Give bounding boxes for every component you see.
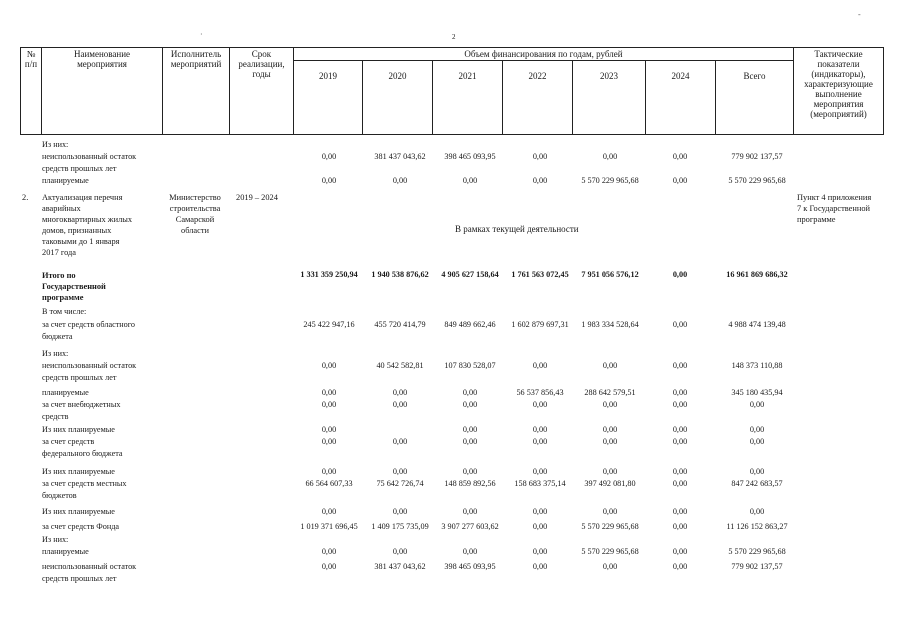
row-value: 779 902 137,57 — [731, 152, 783, 161]
row-value: 0,00 — [602, 507, 618, 516]
header-year: 2021 — [433, 61, 503, 135]
row-value: 0,00 — [321, 400, 337, 409]
row-label: неиспользованный остаток — [42, 562, 137, 571]
row-label: В том числе: — [42, 307, 87, 316]
table-row — [0, 163, 905, 175]
row-value: 148 373 110,88 — [731, 361, 783, 370]
row-value: 0,00 — [321, 388, 337, 397]
row-value: 1 409 175 735,09 — [371, 522, 429, 531]
row-value: 3 907 277 603,62 — [441, 522, 499, 531]
row-label: бюджета — [42, 332, 73, 341]
row-value: 847 242 683,57 — [731, 479, 783, 488]
header-year: 2022 — [503, 61, 573, 135]
row-value: 398 465 093,95 — [444, 152, 496, 161]
row-value: 0,00 — [749, 437, 765, 446]
table-row — [0, 151, 905, 163]
item2-financing-note: В рамках текущей деятельности — [455, 224, 579, 234]
row-value: 0,00 — [532, 400, 548, 409]
total-value: 1 761 563 072,45 — [511, 270, 569, 279]
row-value: 0,00 — [532, 176, 548, 185]
row-value: 0,00 — [602, 361, 618, 370]
row-label: планируемые — [42, 176, 89, 185]
table-row — [0, 175, 905, 187]
row-label: Из них: — [42, 349, 69, 358]
table-row — [0, 448, 905, 460]
row-value: 0,00 — [392, 176, 408, 185]
row-value: 0,00 — [532, 152, 548, 161]
row-value: 5 570 229 965,68 — [728, 176, 786, 185]
row-value: 1 019 371 696,45 — [300, 522, 358, 531]
table-row — [0, 306, 905, 318]
row-value: 0,00 — [672, 507, 688, 516]
table-row — [0, 521, 905, 533]
header-year: 2024 — [646, 61, 716, 135]
row-value: 0,00 — [392, 437, 408, 446]
row-label: неиспользованный остаток — [42, 152, 137, 161]
header-year: 2020 — [363, 61, 433, 135]
table-row — [0, 319, 905, 331]
row-value: 148 859 892,56 — [444, 479, 496, 488]
header-year: 2023 — [573, 61, 646, 135]
row-value: 0,00 — [672, 522, 688, 531]
row-value: 0,00 — [532, 522, 548, 531]
total-label: Итого по Государственной программе — [42, 271, 106, 302]
row-value: 0,00 — [462, 437, 478, 446]
total-value: 16 961 869 686,32 — [726, 270, 788, 279]
table-row — [0, 399, 905, 411]
row-value: 0,00 — [321, 425, 337, 434]
header-indicators: Тактические показатели (индикаторы), характеризующие выполнение мероприятия (мероприятий) — [794, 48, 884, 135]
header-year: 2019 — [294, 61, 363, 135]
table-row — [0, 478, 905, 490]
page-number: 2 — [452, 33, 456, 41]
row-label: неиспользованный остаток — [42, 361, 137, 370]
total-value: 1 331 359 250,94 — [300, 270, 358, 279]
row-label: за счет средств местных — [42, 479, 127, 488]
row-label: Из них: — [42, 535, 69, 544]
row-value: 0,00 — [462, 507, 478, 516]
row-value: 0,00 — [672, 467, 688, 476]
row-value: 0,00 — [672, 320, 688, 329]
row-value: 0,00 — [672, 400, 688, 409]
row-value: 288 642 579,51 — [584, 388, 636, 397]
row-value: 0,00 — [532, 467, 548, 476]
item2-term: 2019 – 2024 — [236, 193, 278, 202]
row-value: 0,00 — [462, 425, 478, 434]
row-value: 66 564 607,33 — [305, 479, 353, 488]
row-value: 0,00 — [749, 507, 765, 516]
table-row — [0, 573, 905, 585]
row-value: 0,00 — [532, 437, 548, 446]
total-value: 1 940 538 876,62 — [371, 270, 429, 279]
row-value: 345 180 435,94 — [731, 388, 783, 397]
row-value: 75 642 726,74 — [376, 479, 424, 488]
row-value: 0,00 — [462, 388, 478, 397]
row-value: 0,00 — [462, 467, 478, 476]
row-label: Из них: — [42, 140, 69, 149]
row-value: 4 988 474 139,48 — [728, 320, 786, 329]
row-value: 849 489 662,46 — [444, 320, 496, 329]
header-name: Наименование мероприятия — [42, 48, 163, 135]
row-value: 0,00 — [532, 361, 548, 370]
row-label: Из них планируемые — [42, 467, 115, 476]
scan-speck: · — [200, 30, 203, 39]
row-label: федерального бюджета — [42, 449, 123, 458]
row-label: средств прошлых лет — [42, 574, 117, 583]
item2-number: 2. — [22, 193, 29, 202]
row-value: 0,00 — [321, 152, 337, 161]
row-value: 0,00 — [672, 388, 688, 397]
row-value: 0,00 — [321, 467, 337, 476]
row-label: за счет средств областного — [42, 320, 136, 329]
row-value: 5 570 229 965,68 — [581, 176, 639, 185]
row-value: 158 683 375,14 — [514, 479, 566, 488]
scan-speck: - — [858, 10, 861, 19]
row-value: 0,00 — [672, 176, 688, 185]
table-row — [0, 534, 905, 546]
row-value: 0,00 — [392, 467, 408, 476]
row-label: за счет средств — [42, 437, 95, 446]
row-value: 0,00 — [602, 400, 618, 409]
row-value: 1 602 879 697,31 — [511, 320, 569, 329]
row-value: 0,00 — [672, 361, 688, 370]
row-value: 0,00 — [672, 425, 688, 434]
row-label: средств прошлых лет — [42, 164, 117, 173]
table-row — [0, 466, 905, 478]
row-value: 0,00 — [321, 562, 337, 571]
row-value: 0,00 — [602, 437, 618, 446]
row-value: 779 902 137,57 — [731, 562, 783, 571]
row-value: 0,00 — [462, 176, 478, 185]
row-value: 0,00 — [672, 562, 688, 571]
row-label: Из них планируемые — [42, 425, 115, 434]
row-value: 0,00 — [672, 547, 688, 556]
row-value: 11 126 152 863,27 — [726, 522, 788, 531]
row-label: бюджетов — [42, 491, 77, 500]
table-row — [0, 424, 905, 436]
row-value: 0,00 — [532, 562, 548, 571]
row-value: 398 465 093,95 — [444, 562, 496, 571]
row-value: 0,00 — [602, 152, 618, 161]
row-value: 0,00 — [672, 437, 688, 446]
row-value: 0,00 — [321, 361, 337, 370]
row-value: 245 422 947,16 — [303, 320, 355, 329]
header-executor: Исполнитель мероприятий — [163, 48, 230, 135]
table-header — [20, 47, 884, 135]
total-value: 0,00 — [672, 270, 688, 279]
row-label: средств прошлых лет — [42, 373, 117, 382]
table-row — [0, 561, 905, 573]
row-value: 381 437 043,62 — [374, 562, 426, 571]
row-value: 0,00 — [672, 152, 688, 161]
row-value: 0,00 — [392, 388, 408, 397]
item2-executor: Министерство строительства Самарской области — [169, 193, 221, 235]
row-label: за счет средств Фонда — [42, 522, 120, 531]
row-value: 0,00 — [462, 400, 478, 409]
row-value: 0,00 — [462, 547, 478, 556]
row-label: планируемые — [42, 388, 89, 397]
row-value: 455 720 414,79 — [374, 320, 426, 329]
row-value: 0,00 — [532, 425, 548, 434]
table-row — [0, 387, 905, 399]
table-row — [0, 506, 905, 518]
table-row — [0, 436, 905, 448]
row-value: 0,00 — [602, 425, 618, 434]
table-row — [0, 348, 905, 360]
header-term: Срок реализации, годы — [230, 48, 294, 135]
row-label: Из них планируемые — [42, 507, 115, 516]
row-value: 0,00 — [749, 400, 765, 409]
row-value: 40 542 582,81 — [376, 361, 424, 370]
row-value: 0,00 — [749, 467, 765, 476]
row-label: планируемые — [42, 547, 89, 556]
row-value: 5 570 229 965,68 — [728, 547, 786, 556]
table-row — [0, 411, 905, 423]
row-value: 5 570 229 965,68 — [581, 547, 639, 556]
row-value: 1 983 334 528,64 — [581, 320, 639, 329]
row-value: 381 437 043,62 — [374, 152, 426, 161]
table-row — [0, 139, 905, 151]
row-value: 56 537 856,43 — [516, 388, 564, 397]
item2-indicator: Пункт 4 приложения 7 к Государственной программе — [797, 193, 872, 224]
row-value: 5 570 229 965,68 — [581, 522, 639, 531]
table-row — [0, 331, 905, 343]
row-value: 0,00 — [602, 562, 618, 571]
table-row — [0, 372, 905, 384]
row-value: 0,00 — [532, 547, 548, 556]
row-value: 0,00 — [392, 400, 408, 409]
total-value: 4 905 627 158,64 — [441, 270, 499, 279]
table-row — [0, 546, 905, 558]
row-value: 0,00 — [749, 425, 765, 434]
row-value: 0,00 — [321, 437, 337, 446]
header-num: № п/п — [21, 48, 42, 135]
header-financing: Объем финансирования по годам, рублей — [294, 48, 794, 61]
row-value: 0,00 — [392, 547, 408, 556]
row-value: 0,00 — [532, 507, 548, 516]
table-row — [0, 490, 905, 502]
total-value: 7 951 056 576,12 — [581, 270, 639, 279]
table-row — [0, 360, 905, 372]
row-value: 0,00 — [602, 467, 618, 476]
row-label: средств — [42, 412, 69, 421]
row-value: 397 492 081,80 — [584, 479, 636, 488]
row-value: 0,00 — [392, 507, 408, 516]
row-label: за счет внебюджетных — [42, 400, 121, 409]
row-value: 0,00 — [672, 479, 688, 488]
row-value: 0,00 — [321, 176, 337, 185]
row-value: 0,00 — [321, 507, 337, 516]
row-value: 107 830 528,07 — [444, 361, 496, 370]
row-value: 0,00 — [321, 547, 337, 556]
header-total: Всего — [716, 61, 794, 135]
item2-name: Актуализация перечня аварийных многоквартирных жилых домов, признанных таковыми до 1 января 2017 года — [42, 193, 133, 257]
